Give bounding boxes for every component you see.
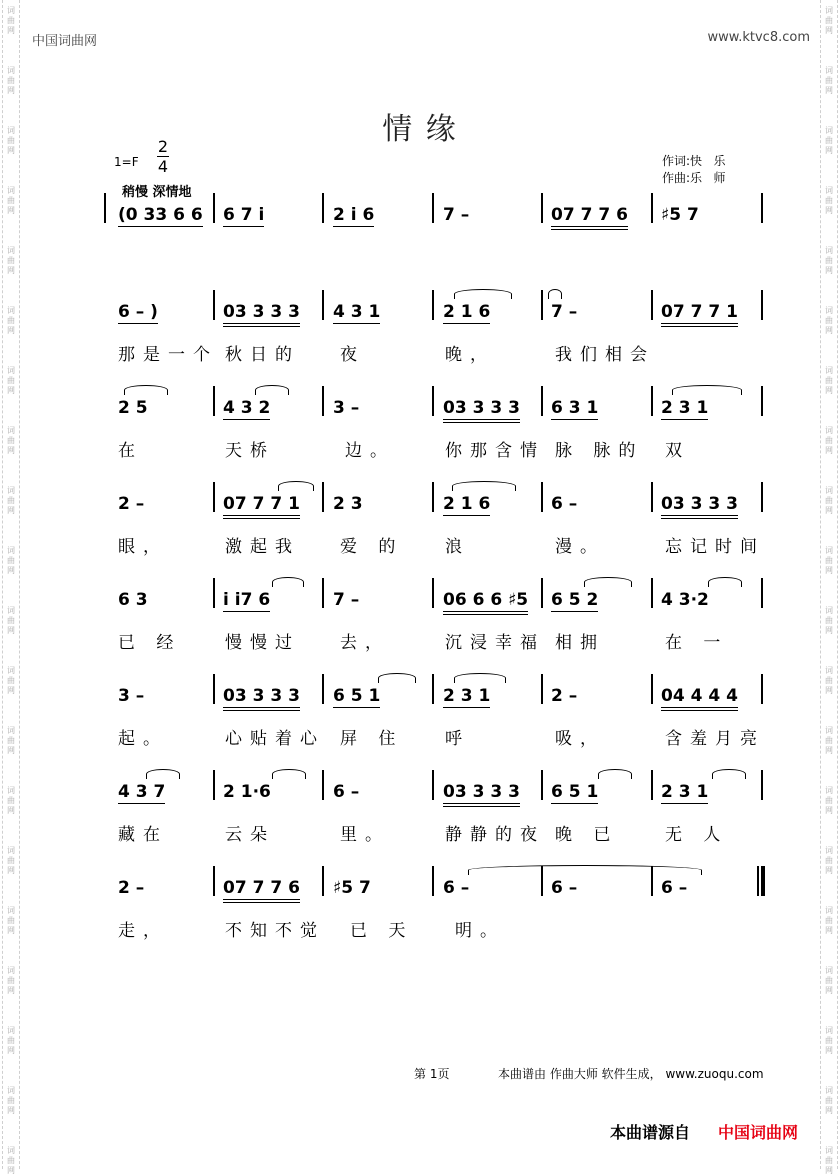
measure-text: 6 – ) xyxy=(118,302,158,322)
measure-notes xyxy=(333,878,371,898)
lyric-text: 漫。 xyxy=(555,537,605,557)
watermark-text: 词 曲 网 xyxy=(7,1086,15,1115)
bar-line xyxy=(541,386,543,416)
measure-text: (0 33 6 6 xyxy=(118,205,203,225)
lyric-text: 浪 xyxy=(445,537,470,557)
watermark-text: 词 曲 网 xyxy=(825,546,833,575)
measure-notes xyxy=(661,302,738,322)
measure-notes xyxy=(333,686,380,706)
lyric-text: 无 人 xyxy=(665,825,729,845)
measure-text: 2 3 xyxy=(333,494,363,514)
lyric-text: 已 天 xyxy=(350,921,414,941)
measure-notes xyxy=(661,782,708,802)
measure-text: 2 1 6 xyxy=(443,494,491,514)
score-line xyxy=(0,782,840,872)
lyric-text: 眼， xyxy=(118,537,168,557)
measure-notes xyxy=(443,782,520,802)
measure-text: 06 6 6 ♯5 xyxy=(443,590,528,615)
measure-text: 2 3 1 xyxy=(661,398,709,418)
final-bar-thin xyxy=(757,866,759,896)
measure-text: 6 5 1 xyxy=(333,686,381,706)
bar-line xyxy=(432,578,434,608)
slur-mark xyxy=(124,385,168,395)
source-label: 本曲谱源自 xyxy=(610,1123,691,1142)
watermark-text: 词 曲 网 xyxy=(7,846,15,875)
bar-line xyxy=(761,290,763,320)
lyric-text: 慢慢过 xyxy=(225,633,300,653)
score-line xyxy=(0,398,840,488)
lyric-text: 含羞月亮 xyxy=(665,729,765,749)
lyric-text: 明。 xyxy=(455,921,505,941)
measure-text: 3 – xyxy=(118,686,145,706)
score-line xyxy=(0,494,840,584)
bar-line xyxy=(213,386,215,416)
measure-notes xyxy=(443,205,469,225)
measure-text: 2 3 1 xyxy=(661,782,709,802)
measure-text: 6 – xyxy=(333,782,360,802)
lyric-text: 走， xyxy=(118,921,168,941)
score-line xyxy=(0,878,840,968)
watermark-text: 词 曲 网 xyxy=(825,1086,833,1115)
measure-text: 6 5 1 xyxy=(551,782,599,802)
lyric-text: 那是一个 xyxy=(118,345,218,365)
bar-line xyxy=(322,578,324,608)
lyric-text: 呼 xyxy=(445,729,470,749)
bar-line xyxy=(651,770,653,800)
bar-line xyxy=(761,482,763,512)
bar-line xyxy=(651,578,653,608)
measure-text: 03 3 3 3 xyxy=(223,686,300,711)
bar-line xyxy=(213,482,215,512)
measure-notes xyxy=(223,590,270,610)
site-name-left: 中国词曲网 xyxy=(32,34,98,49)
lyricist: 作词:快 乐 xyxy=(662,154,726,168)
key-signature: 1=F xyxy=(114,155,139,169)
watermark-text: 词 曲 网 xyxy=(7,726,15,755)
lyric-text: 双 xyxy=(665,441,690,461)
watermark-text: 词 曲 网 xyxy=(825,906,833,935)
measure-notes xyxy=(118,782,165,802)
measure-text: 4 3·2 xyxy=(661,590,709,610)
measure-notes xyxy=(333,398,359,418)
bar-line xyxy=(432,770,434,800)
watermark-text: 词 曲 网 xyxy=(825,246,833,275)
measure-notes xyxy=(118,302,158,322)
bar-line xyxy=(322,770,324,800)
bar-line xyxy=(432,386,434,416)
measure-notes xyxy=(118,398,148,418)
watermark-text: 词 曲 网 xyxy=(7,1026,15,1055)
watermark-text: 词 曲 网 xyxy=(825,66,833,95)
bar-line xyxy=(761,193,763,223)
watermark-text: 词 曲 网 xyxy=(825,606,833,635)
measure-notes xyxy=(443,398,520,418)
measure-notes xyxy=(223,782,271,802)
generator-note: 本曲谱由 作曲大师 软件生成， www.zuoqu.com xyxy=(498,1067,764,1081)
watermark-text: 词 曲 网 xyxy=(825,1146,833,1175)
bar-line xyxy=(541,482,543,512)
measure-text: 07 7 7 6 xyxy=(551,205,628,230)
measure-text: i i7 6 xyxy=(223,590,271,610)
measure-notes xyxy=(551,205,628,225)
measure-notes xyxy=(661,398,708,418)
lyric-text: 爱 的 xyxy=(340,537,404,557)
measure-text: 2 – xyxy=(118,494,145,514)
measure-text: 4 3 1 xyxy=(333,302,381,322)
lyric-text: 沉浸幸福 xyxy=(445,633,545,653)
measure-text: 07 7 7 6 xyxy=(223,878,300,903)
lyric-text: 晚， xyxy=(445,345,495,365)
watermark-text: 词 曲 网 xyxy=(7,486,15,515)
measure-text: 6 5 2 xyxy=(551,590,599,610)
measure-notes xyxy=(118,590,148,610)
measure-text: 07 7 7 1 xyxy=(661,302,738,327)
bar-line xyxy=(213,866,215,896)
measure-notes xyxy=(551,590,598,610)
watermark-text: 词 曲 网 xyxy=(825,126,833,155)
lyric-text: 起。 xyxy=(118,729,168,749)
measure-notes xyxy=(443,590,528,610)
lyric-text: 去， xyxy=(340,633,390,653)
measure-notes xyxy=(333,494,363,514)
measure-text: 03 3 3 3 xyxy=(223,302,300,327)
lyric-text: 藏在 xyxy=(118,825,168,845)
measure-text: 07 7 7 1 xyxy=(223,494,300,519)
measure-text: 6 – xyxy=(551,494,578,514)
measure-text: 6 – xyxy=(443,878,470,898)
watermark-text: 词 曲 网 xyxy=(7,786,15,815)
time-signature-bottom: 4 xyxy=(157,157,169,176)
slur-mark xyxy=(272,769,306,779)
watermark-text: 词 曲 网 xyxy=(825,666,833,695)
slur-mark xyxy=(378,673,416,683)
slur-mark xyxy=(146,769,180,779)
measure-text: 04 4 4 4 xyxy=(661,686,738,711)
bar-line xyxy=(213,770,215,800)
measure-text: 03 3 3 3 xyxy=(443,782,520,807)
source-site: 中国词曲网 xyxy=(718,1123,799,1142)
measure-notes xyxy=(223,878,300,898)
watermark-text: 词 曲 网 xyxy=(7,966,15,995)
measure-notes xyxy=(443,878,469,898)
lyric-text: 吸， xyxy=(555,729,605,749)
tempo-marking: 稍慢 深情地 xyxy=(122,185,192,200)
slur-mark xyxy=(272,577,304,587)
measure-notes xyxy=(223,302,300,322)
watermark-text: 词 曲 网 xyxy=(825,366,833,395)
bar-line xyxy=(651,482,653,512)
bar-line xyxy=(761,578,763,608)
bar-line xyxy=(651,674,653,704)
lyric-text: 我们相会 xyxy=(555,345,655,365)
lyric-text: 你那含情 xyxy=(445,441,545,461)
slur-mark xyxy=(454,673,506,683)
measure-text: 2 5 xyxy=(118,398,148,418)
measure-notes xyxy=(118,686,144,706)
bar-line xyxy=(213,578,215,608)
measure-text: 6 3 xyxy=(118,590,148,610)
bar-line xyxy=(761,386,763,416)
measure-notes xyxy=(551,494,577,514)
measure-notes xyxy=(443,494,490,514)
measure-text: 2 – xyxy=(551,686,578,706)
measure-notes xyxy=(551,302,577,322)
measure-text: 6 – xyxy=(551,878,578,898)
measure-notes xyxy=(118,878,144,898)
watermark-text: 词 曲 网 xyxy=(825,726,833,755)
measure-notes xyxy=(223,205,264,225)
bar-line xyxy=(541,770,543,800)
bar-line xyxy=(761,770,763,800)
measure-notes xyxy=(661,494,738,514)
measure-notes xyxy=(661,590,709,610)
measure-text: 6 3 1 xyxy=(551,398,599,418)
score-line xyxy=(0,590,840,680)
lyric-text: 里。 xyxy=(340,825,390,845)
site-url-right: www.ktvc8.com xyxy=(707,30,810,45)
credits xyxy=(662,153,726,187)
lyric-text: 心贴着心 xyxy=(225,729,325,749)
measure-notes xyxy=(661,205,699,225)
measure-text: 7 – xyxy=(551,302,578,322)
measure-text: 4 3 2 xyxy=(223,398,271,418)
measure-text: 2 3 1 xyxy=(443,686,491,706)
bar-line xyxy=(761,674,763,704)
measure-notes xyxy=(333,590,359,610)
measure-notes xyxy=(443,686,490,706)
measure-notes xyxy=(333,205,374,225)
score-line xyxy=(0,205,840,295)
watermark-strip-right xyxy=(820,0,838,1175)
watermark-text: 词 曲 网 xyxy=(7,6,15,35)
lyric-text: 静静的夜 xyxy=(445,825,545,845)
bar-line xyxy=(322,193,324,223)
bar-line xyxy=(651,290,653,320)
watermark-text: 词 曲 网 xyxy=(825,486,833,515)
bar-line xyxy=(213,674,215,704)
watermark-text: 词 曲 网 xyxy=(825,426,833,455)
measure-text: 2 1·6 xyxy=(223,782,271,802)
slur-mark xyxy=(712,769,746,779)
measure-text: 6 7 i xyxy=(223,205,265,225)
slur-mark xyxy=(255,385,289,395)
bar-line xyxy=(104,193,106,223)
watermark-text: 词 曲 网 xyxy=(7,906,15,935)
lyric-text: 天桥 xyxy=(225,441,275,461)
measure-text: 7 – xyxy=(443,205,470,225)
lyric-text: 在 一 xyxy=(665,633,729,653)
measure-text: 03 3 3 3 xyxy=(661,494,738,519)
score-line xyxy=(0,302,840,392)
measure-text: ♯5 7 xyxy=(333,878,371,898)
measure-notes xyxy=(223,686,300,706)
lyric-text: 晚 已 xyxy=(555,825,619,845)
bar-line xyxy=(322,674,324,704)
measure-notes xyxy=(333,782,359,802)
final-bar-thick xyxy=(761,866,765,896)
measure-notes xyxy=(443,302,490,322)
lyric-text: 秋日的 xyxy=(225,345,300,365)
time-signature-top: 2 xyxy=(157,137,169,156)
slur-mark xyxy=(452,481,516,491)
measure-notes xyxy=(223,398,270,418)
measure-text: 4 3 7 xyxy=(118,782,166,802)
watermark-text: 词 曲 网 xyxy=(825,846,833,875)
slur-mark xyxy=(548,289,562,299)
measure-notes xyxy=(333,302,380,322)
slur-mark xyxy=(584,577,632,587)
bar-line xyxy=(541,193,543,223)
slur-mark xyxy=(454,289,512,299)
measure-text: 2 – xyxy=(118,878,145,898)
watermark-text: 词 曲 网 xyxy=(7,126,15,155)
score-line xyxy=(0,686,840,776)
watermark-text: 词 曲 网 xyxy=(825,6,833,35)
watermark-text: 词 曲 网 xyxy=(825,186,833,215)
lyric-text: 激起我 xyxy=(225,537,300,557)
bar-line xyxy=(322,482,324,512)
watermark-text: 词 曲 网 xyxy=(825,786,833,815)
measure-notes xyxy=(661,878,687,898)
measure-notes xyxy=(551,878,577,898)
lyric-text: 不知不觉 xyxy=(225,921,325,941)
bar-line xyxy=(651,193,653,223)
measure-text: 3 – xyxy=(333,398,360,418)
measure-notes xyxy=(223,494,300,514)
bar-line xyxy=(213,193,215,223)
measure-text: 6 – xyxy=(661,878,688,898)
bar-line xyxy=(432,482,434,512)
measure-notes xyxy=(661,686,738,706)
watermark-text: 词 曲 网 xyxy=(7,1146,15,1175)
measure-notes xyxy=(551,782,598,802)
bar-line xyxy=(322,290,324,320)
song-title: 情 缘 xyxy=(382,112,458,147)
watermark-text: 词 曲 网 xyxy=(7,366,15,395)
bar-line xyxy=(322,866,324,896)
lyric-text: 在 xyxy=(118,441,143,461)
slur-mark xyxy=(598,769,632,779)
bar-line xyxy=(541,674,543,704)
lyric-text: 脉 脉的 xyxy=(555,441,644,461)
bar-line xyxy=(432,866,434,896)
lyric-text: 边。 xyxy=(345,441,395,461)
measure-text: 2 1 6 xyxy=(443,302,491,322)
lyric-text: 云朵 xyxy=(225,825,275,845)
measure-notes xyxy=(551,398,598,418)
measure-text: 03 3 3 3 xyxy=(443,398,520,423)
slur-mark xyxy=(672,385,742,395)
bar-line xyxy=(322,386,324,416)
watermark-text: 词 曲 网 xyxy=(7,246,15,275)
watermark-text: 词 曲 网 xyxy=(825,1026,833,1055)
slur-mark xyxy=(708,577,742,587)
time-signature xyxy=(156,137,170,176)
watermark-text: 词 曲 网 xyxy=(825,306,833,335)
bar-line xyxy=(541,578,543,608)
lyric-text: 夜 xyxy=(340,345,365,365)
composer: 作曲:乐 师 xyxy=(662,171,726,185)
measure-notes xyxy=(551,686,577,706)
watermark-strip-left xyxy=(2,0,20,1175)
lyric-text: 已 经 xyxy=(118,633,182,653)
bar-line xyxy=(213,290,215,320)
lyric-text: 相拥 xyxy=(555,633,605,653)
slur-mark xyxy=(278,481,314,491)
watermark-text: 词 曲 网 xyxy=(7,426,15,455)
watermark-text: 词 曲 网 xyxy=(825,966,833,995)
bar-line xyxy=(432,674,434,704)
measure-notes xyxy=(118,494,144,514)
measure-notes xyxy=(118,205,203,225)
bar-line xyxy=(541,290,543,320)
bar-line xyxy=(432,290,434,320)
watermark-text: 词 曲 网 xyxy=(7,66,15,95)
watermark-text: 词 曲 网 xyxy=(7,606,15,635)
lyric-text: 屏 住 xyxy=(340,729,404,749)
measure-text: 7 – xyxy=(333,590,360,610)
page-number: 第 1页 xyxy=(414,1067,450,1081)
lyric-text: 忘记时间 xyxy=(665,537,765,557)
watermark-text: 词 曲 网 xyxy=(7,306,15,335)
measure-text: 2 i 6 xyxy=(333,205,375,225)
watermark-text: 词 曲 网 xyxy=(7,186,15,215)
bar-line xyxy=(432,193,434,223)
watermark-text: 词 曲 网 xyxy=(7,666,15,695)
measure-text: ♯5 7 xyxy=(661,205,699,225)
watermark-text: 词 曲 网 xyxy=(7,546,15,575)
slur-mark xyxy=(468,865,702,875)
bar-line xyxy=(651,386,653,416)
